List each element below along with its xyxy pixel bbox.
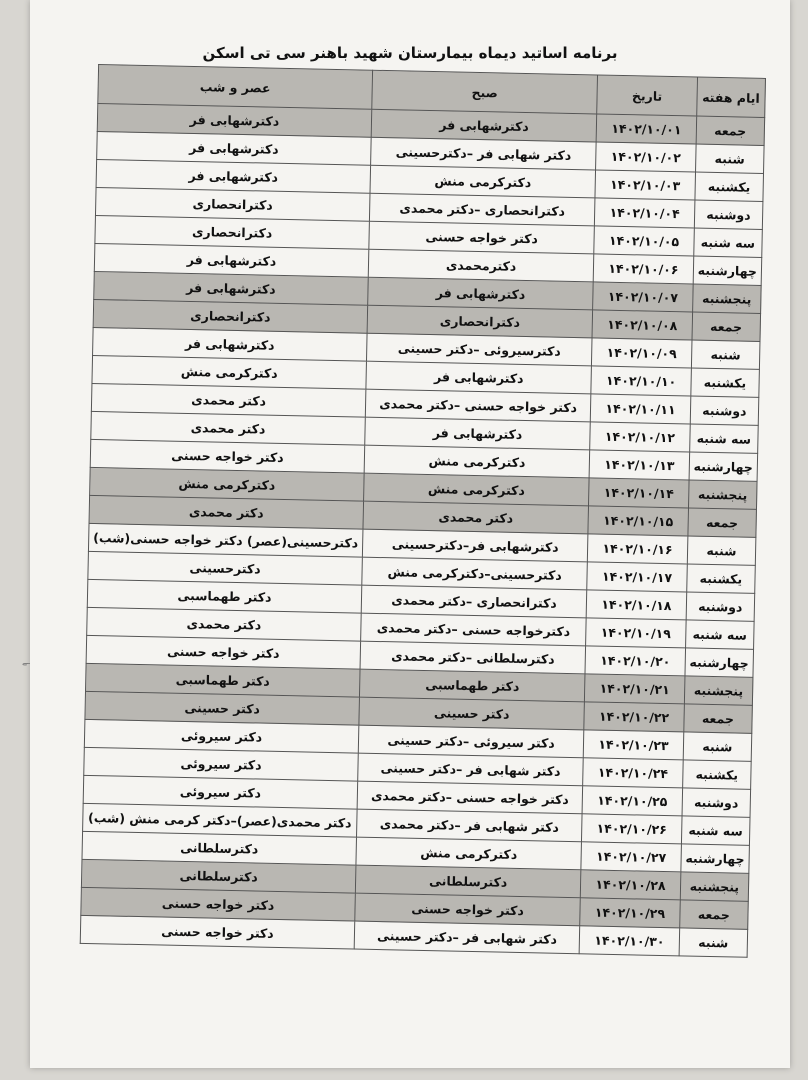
day-cell: یکشنبه xyxy=(691,368,760,397)
morning-cell: دکتر شهابی فر –دکترحسینی xyxy=(371,137,597,170)
day-cell: چهارشنبه xyxy=(689,452,758,481)
evening-cell: دکتر محمدی xyxy=(89,495,364,529)
evening-cell: دکتر سیروئی xyxy=(84,719,359,753)
evening-cell: دکتر محمدی(عصر)–دکتر کرمی منش (شب) xyxy=(83,803,358,837)
evening-cell: دکترکرمی منش xyxy=(90,467,365,501)
evening-cell: دکترشهابی فر xyxy=(94,271,369,305)
date-cell: ۱۴۰۲/۱۰/۱۸ xyxy=(586,590,686,620)
day-cell: پنجشنبه xyxy=(688,480,757,509)
evening-cell: دکتر حسینی xyxy=(85,691,360,725)
evening-cell: دکتر خواجه حسنی xyxy=(80,915,355,949)
day-cell: چهارشنبه xyxy=(685,648,754,677)
morning-cell: دکتر محمدی xyxy=(363,501,589,534)
evening-cell: دکتر خواجه حسنی xyxy=(81,887,356,921)
paper-sheet xyxy=(30,0,790,1068)
evening-cell: دکترانحصاری xyxy=(93,299,368,333)
morning-cell: دکترشهابی فر xyxy=(368,277,594,310)
morning-cell: دکترشهابی فر xyxy=(366,361,592,394)
morning-cell: دکترمحمدی xyxy=(368,249,594,282)
schedule-table xyxy=(80,64,766,958)
day-cell: یکشنبه xyxy=(695,172,764,201)
date-cell: ۱۴۰۲/۱۰/۰۸ xyxy=(592,310,692,340)
date-cell: ۱۴۰۲/۱۰/۲۹ xyxy=(580,898,680,928)
evening-cell: دکترشهابی فر xyxy=(93,327,368,361)
margin-mark: ـے xyxy=(22,657,30,667)
date-cell: ۱۴۰۲/۱۰/۳۰ xyxy=(579,926,679,956)
evening-cell: دکترشهابی فر xyxy=(97,104,372,138)
evening-cell: دکتر محمدی xyxy=(91,383,366,417)
evening-cell: دکتر سیروئی xyxy=(84,747,359,781)
morning-cell: دکترکرمی منش xyxy=(364,445,590,478)
evening-cell: دکترسلطانی xyxy=(82,831,357,865)
date-cell: ۱۴۰۲/۱۰/۱۴ xyxy=(589,478,689,508)
evening-cell: دکترشهابی فر xyxy=(96,159,371,193)
day-cell: شنبه xyxy=(691,340,760,369)
morning-cell: دکتر حسینی xyxy=(359,697,585,730)
day-cell: جمعه xyxy=(696,116,765,145)
date-cell: ۱۴۰۲/۱۰/۱۲ xyxy=(590,422,690,452)
day-cell: دوشنبه xyxy=(682,788,751,817)
date-cell: ۱۴۰۲/۱۰/۲۰ xyxy=(585,646,685,676)
morning-cell: دکترسلطانی –دکتر محمدی xyxy=(360,641,586,674)
date-cell: ۱۴۰۲/۱۰/۰۵ xyxy=(594,226,694,256)
morning-cell: دکترانحصاری xyxy=(367,305,593,338)
header-morning: صبح xyxy=(372,70,598,114)
morning-cell: دکترشهابی فر xyxy=(365,417,591,450)
evening-cell: دکترحسینی xyxy=(88,551,363,585)
evening-cell: دکتر محمدی xyxy=(91,411,366,445)
morning-cell: دکترانحصاری –دکتر محمدی xyxy=(369,193,595,226)
day-cell: دوشنبه xyxy=(690,396,759,425)
evening-cell: دکترانحصاری xyxy=(95,187,370,221)
header-date: تاریخ xyxy=(597,75,697,116)
date-cell: ۱۴۰۲/۱۰/۲۱ xyxy=(585,674,685,704)
morning-cell: دکتر شهابی فر –دکتر حسینی xyxy=(358,753,584,786)
day-cell: دوشنبه xyxy=(686,592,755,621)
morning-cell: دکتر سیروئی –دکتر حسینی xyxy=(358,725,584,758)
morning-cell: دکترخواجه حسنی –دکتر محمدی xyxy=(361,613,587,646)
date-cell: ۱۴۰۲/۱۰/۲۸ xyxy=(580,870,680,900)
day-cell: سه شنبه xyxy=(685,620,754,649)
evening-cell: دکتر خواجه حسنی xyxy=(90,439,365,473)
day-cell: پنجشنبه xyxy=(680,872,749,901)
day-cell: جمعه xyxy=(692,312,761,341)
evening-cell: دکترحسینی(عصر) دکتر خواجه حسنی(شب) xyxy=(88,523,363,557)
morning-cell: دکترانحصاری –دکتر محمدی xyxy=(361,585,587,618)
morning-cell: دکترکرمی منش xyxy=(370,165,596,198)
date-cell: ۱۴۰۲/۱۰/۰۹ xyxy=(592,338,692,368)
header-evening: عصر و شب xyxy=(98,65,373,110)
day-cell: سه شنبه xyxy=(689,424,758,453)
date-cell: ۱۴۰۲/۱۰/۰۴ xyxy=(595,198,695,228)
date-cell: ۱۴۰۲/۱۰/۱۳ xyxy=(589,450,689,480)
morning-cell: دکترکرمی منش xyxy=(364,473,590,506)
morning-cell: دکترشهابی فر xyxy=(371,109,597,142)
day-cell: پنجشنبه xyxy=(692,284,761,313)
date-cell: ۱۴۰۲/۱۰/۱۶ xyxy=(588,534,688,564)
morning-cell: دکتر خواجه حسنی xyxy=(369,221,595,254)
evening-cell: دکترانحصاری xyxy=(95,215,370,249)
morning-cell: دکترشهابی فر–دکترحسینی xyxy=(362,529,588,562)
day-cell: یکشنبه xyxy=(682,760,751,789)
day-cell: یکشنبه xyxy=(686,564,755,593)
evening-cell: دکتر طهماسبی xyxy=(86,663,361,697)
date-cell: ۱۴۰۲/۱۰/۰۷ xyxy=(593,282,693,312)
day-cell: سه شنبه xyxy=(681,816,750,845)
date-cell: ۱۴۰۲/۱۰/۰۱ xyxy=(596,114,696,144)
day-cell: شنبه xyxy=(683,732,752,761)
date-cell: ۱۴۰۲/۱۰/۲۳ xyxy=(583,730,683,760)
date-cell: ۱۴۰۲/۱۰/۲۶ xyxy=(582,814,682,844)
header-day: ایام هفته xyxy=(696,77,765,117)
date-cell: ۱۴۰۲/۱۰/۱۰ xyxy=(591,366,691,396)
date-cell: ۱۴۰۲/۱۰/۰۶ xyxy=(593,254,693,284)
date-cell: ۱۴۰۲/۱۰/۲۵ xyxy=(582,786,682,816)
date-cell: ۱۴۰۲/۱۰/۰۳ xyxy=(595,170,695,200)
date-cell: ۱۴۰۲/۱۰/۲۲ xyxy=(584,702,684,732)
evening-cell: دکتر خواجه حسنی xyxy=(86,635,361,669)
morning-cell: دکترسلطانی xyxy=(355,865,581,898)
day-cell: سه شنبه xyxy=(694,228,763,257)
day-cell: جمعه xyxy=(688,508,757,537)
evening-cell: دکترکرمی منش xyxy=(92,355,367,389)
morning-cell: دکتر شهابی فر –دکتر محمدی xyxy=(356,809,582,842)
evening-cell: دکتر طهماسبی xyxy=(87,579,362,613)
day-cell: جمعه xyxy=(684,704,753,733)
day-cell: شنبه xyxy=(695,144,764,173)
date-cell: ۱۴۰۲/۱۰/۲۴ xyxy=(583,758,683,788)
evening-cell: دکترشهابی فر xyxy=(97,132,372,166)
table-body xyxy=(80,104,764,958)
day-cell: جمعه xyxy=(679,900,748,929)
evening-cell: دکتر سیروئی xyxy=(83,775,358,809)
day-cell: چهارشنبه xyxy=(693,256,762,285)
evening-cell: دکترشهابی فر xyxy=(94,243,369,277)
date-cell: ۱۴۰۲/۱۰/۱۹ xyxy=(586,618,686,648)
morning-cell: دکتر شهابی فر –دکتر حسینی xyxy=(354,921,580,954)
date-cell: ۱۴۰۲/۱۰/۲۷ xyxy=(581,842,681,872)
evening-cell: دکترسلطانی xyxy=(81,859,356,893)
day-cell: دوشنبه xyxy=(694,200,763,229)
day-cell: پنجشنبه xyxy=(684,676,753,705)
date-cell: ۱۴۰۲/۱۰/۱۵ xyxy=(588,506,688,536)
morning-cell: دکتر طهماسبی xyxy=(359,669,585,702)
document-title: برنامه اساتید دیماه بیمارستان شهید باهنر سی تی اسکن xyxy=(202,44,618,62)
morning-cell: دکتر خواجه حسنی –دکتر محمدی xyxy=(357,781,583,814)
date-cell: ۱۴۰۲/۱۰/۱۷ xyxy=(587,562,687,592)
morning-cell: دکترحسینی–دکترکرمی منش xyxy=(362,557,588,590)
morning-cell: دکتر خواجه حسنی xyxy=(355,893,581,926)
date-cell: ۱۴۰۲/۱۰/۱۱ xyxy=(590,394,690,424)
morning-cell: دکتر خواجه حسنی –دکتر محمدی xyxy=(365,389,591,422)
day-cell: چهارشنبه xyxy=(681,844,750,873)
evening-cell: دکتر محمدی xyxy=(87,607,362,641)
day-cell: شنبه xyxy=(687,536,756,565)
day-cell: شنبه xyxy=(679,928,748,957)
morning-cell: دکترسیروئی –دکتر حسینی xyxy=(366,333,592,366)
date-cell: ۱۴۰۲/۱۰/۰۲ xyxy=(596,142,696,172)
morning-cell: دکترکرمی منش xyxy=(356,837,582,870)
